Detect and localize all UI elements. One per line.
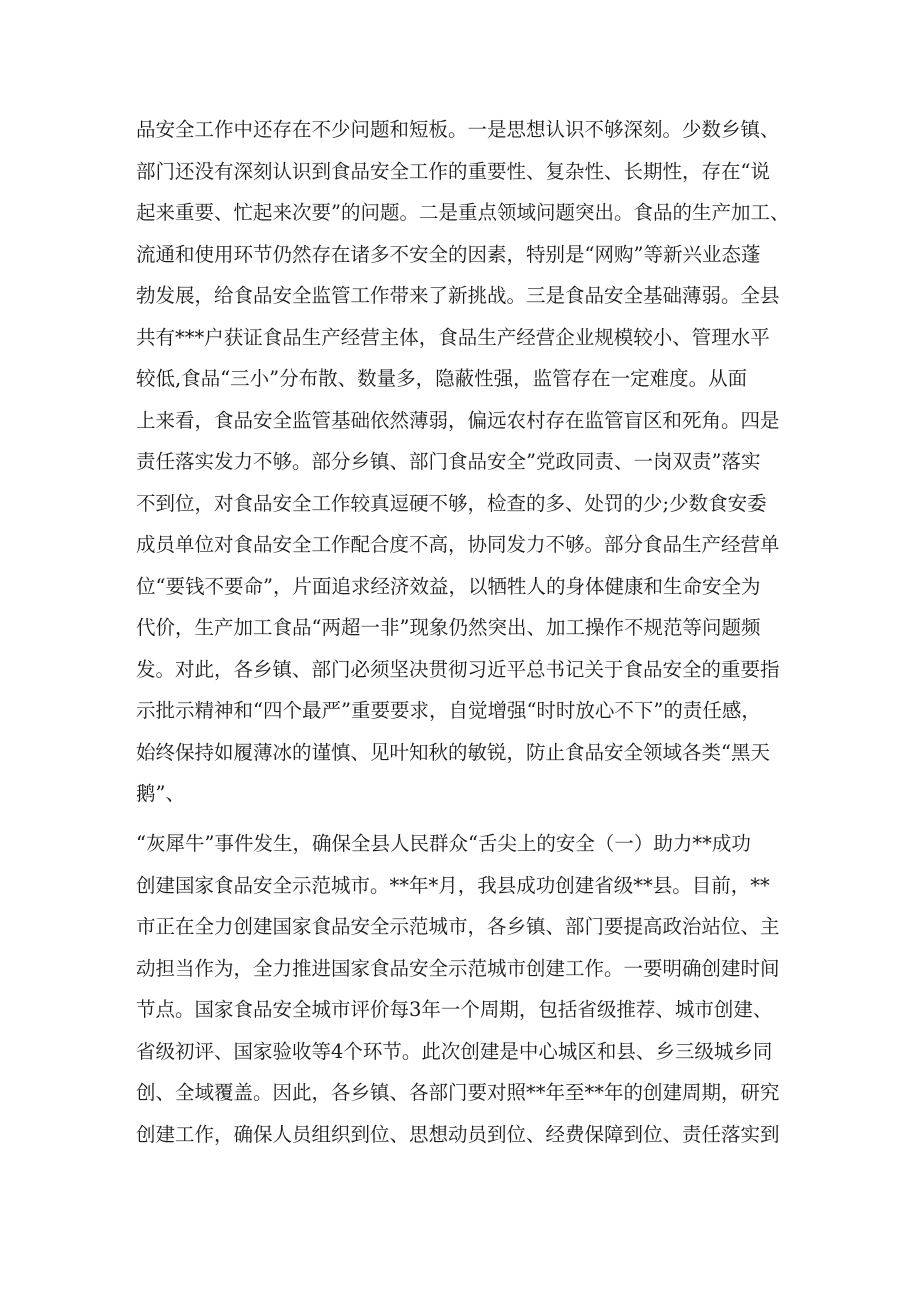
text-line: 示批示精神和“四个最严”重要要求，自觉增强“时时放心不下”的责任感， — [136, 699, 761, 722]
text-line: 起来重要、忙起来次要”的问题。二是重点领域问题突出。食品的生产加工、 — [136, 201, 790, 224]
text-line: 始终保持如履薄冰的谨慎、见叶知秋的敏锐，防止食品安全领域各类“黑天 — [136, 741, 770, 764]
text-line: 代价，生产加工食品“两超一非”现象仍然突出、加工操作不规范等问题频 — [136, 616, 761, 639]
text-line: 勃发展，给食品安全监管工作带来了新挑战。三是食品安全基础薄弱。全县 — [136, 284, 780, 307]
text-line: 动担当作为，全力推进国家食品安全示范城市创建工作。一要明确创建时间 — [136, 957, 780, 980]
text-line: 流通和使用环节仍然存在诸多不安全的因素，特别是“网购”等新兴业态蓬 — [136, 243, 761, 266]
text-line: 位“要钱不要命”，片面追求经济效益，以牺牲人的身体健康和生命安全为 — [136, 575, 761, 598]
text-line: 责任落实发力不够。部分乡镇、部门食品安全”党政同责、一岗双责”落实 — [136, 450, 761, 473]
text-line: 发。对此，各乡镇、部门必须坚决贯彻习近平总书记关于食品安全的重要指 — [136, 658, 780, 681]
text-line: 不到位，对食品安全工作较真逗硬不够，检查的多、处罚的少;少数食安委 — [136, 492, 767, 515]
text-line: 上来看，食品安全监管基础依然薄弱，偏远农村存在监管盲区和死角。四是 — [136, 409, 780, 432]
text-line: 节点。国家食品安全城市评价每3年一个周期，包括省级推荐、城市创建、 — [136, 998, 773, 1021]
text-line: 鹅”、 — [136, 782, 185, 805]
text-line: 共有***户获证食品生产经营主体，食品生产经营企业规模较小、管理水平 — [136, 326, 770, 349]
text-line: “灰犀牛”事件发生，确保全县人民群众“舌尖上的安全（一）助力**成功 — [136, 832, 751, 855]
text-line: 较低,食品“三小”分布散、数量多，隐蔽性强，监管存在一定难度。从面 — [136, 367, 748, 390]
text-line: 市正在全力创建国家食品安全示范城市，各乡镇、部门要提高政治站位、主 — [136, 915, 780, 938]
text-line: 品安全工作中还存在不少问题和短板。一是思想认识不够深刻。少数乡镇、 — [136, 118, 780, 141]
text-line: 部门还没有深刻认识到食品安全工作的重要性、复杂性、长期性，存在“说 — [136, 160, 770, 183]
text-line: 创建国家食品安全示范城市。**年*月，我县成功创建省级**县。目前，** — [136, 874, 770, 897]
text-line: 创、全域覆盖。因此，各乡镇、各部门要对照**年至**年的创建周期，研究 — [136, 1081, 780, 1104]
text-line: 省级初评、国家验收等4个环节。此次创建是中心城区和县、乡三级城乡同 — [136, 1040, 773, 1063]
text-line: 创建工作，确保人员组织到位、思想动员到位、经费保障到位、责任落实到 — [136, 1123, 780, 1146]
text-line: 成员单位对食品安全工作配合度不高，协同发力不够。部分食品生产经营单 — [136, 533, 780, 556]
